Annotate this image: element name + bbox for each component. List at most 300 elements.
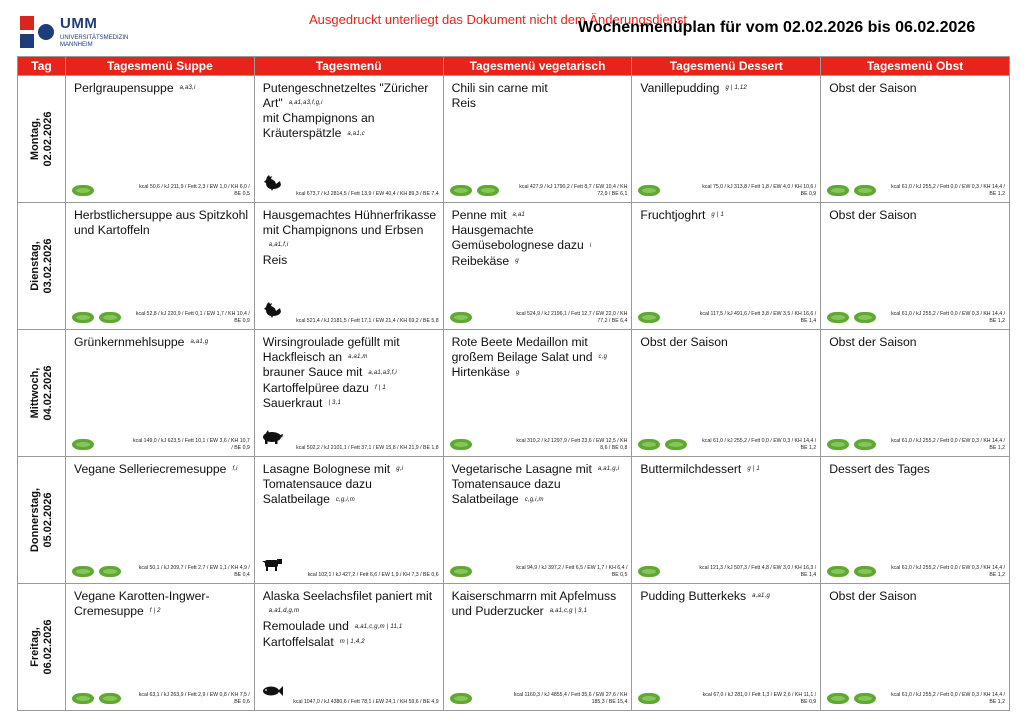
weekday-label: Montag, — [28, 117, 41, 161]
table-row — [18, 584, 1010, 711]
dish-line — [640, 462, 814, 477]
allergen-codes: g | 1 — [747, 466, 760, 473]
allergen-codes: c,g,i,m — [524, 496, 544, 503]
dish-text: Kaiserschmarrn mit Apfelmuss — [451, 589, 617, 603]
veggie-leaf-icon — [827, 439, 849, 450]
diet-badges — [827, 312, 876, 323]
dish-text: Hausgemachte — [451, 223, 534, 238]
cow-icon — [261, 556, 283, 577]
diet-badges — [450, 439, 472, 450]
diet-badges — [638, 439, 687, 450]
dish-text: Buttermilchdessert — [640, 462, 742, 476]
dish-text: Obst der Saison — [640, 335, 728, 349]
dish-line — [640, 589, 814, 604]
veggie-leaf-icon — [854, 566, 876, 577]
dish-line — [829, 81, 1003, 96]
dish-line — [74, 462, 248, 477]
dish-text: Fruchtjoghrt — [640, 208, 706, 222]
menu-cell-soup — [66, 203, 255, 330]
diet-badges — [450, 185, 499, 196]
column-header-fruit: Tagesmenü Obst — [821, 57, 1010, 76]
allergen-codes: g | 1 — [711, 212, 724, 219]
nutrition-info: kcal 61,0 / kJ 255,2 / Fett 0,0 / EW 0,3 / KH 14,4 / BE 1,2 — [891, 438, 1005, 451]
dish-line — [640, 208, 814, 223]
veggie-leaf-icon — [99, 312, 121, 323]
dish-description — [829, 208, 1003, 223]
logo-name: UMM — [60, 15, 98, 32]
day-cell — [18, 457, 66, 584]
dish-description — [829, 462, 1003, 477]
dish-text: Obst der Saison — [829, 589, 917, 603]
allergen-codes: a,a1 — [512, 212, 525, 219]
dish-line — [452, 589, 626, 604]
allergen-codes: a,a1,c — [347, 130, 365, 137]
nutrition-info: kcal 61,0 / kJ 255,2 / Fett 0,0 / EW 0,3 / KH 14,4 / BE 1,2 — [702, 438, 817, 451]
dish-line — [74, 223, 248, 238]
table-row — [18, 330, 1010, 457]
menu-cell-soup — [66, 584, 255, 711]
dish-line — [74, 335, 248, 350]
veggie-leaf-icon — [854, 312, 876, 323]
day-label — [29, 238, 55, 293]
dish-description — [74, 589, 248, 619]
menu-cell-vegetarian — [443, 76, 632, 203]
dish-description — [74, 462, 248, 477]
dish-description — [263, 462, 437, 508]
dish-description — [640, 462, 814, 477]
pig-icon — [261, 429, 283, 450]
veggie-leaf-icon — [638, 566, 660, 577]
dish-text: Hackfleisch an — [262, 350, 343, 364]
veggie-leaf-icon — [827, 185, 849, 196]
allergen-codes: a,a1,d,g,m — [268, 608, 300, 615]
day-cell — [18, 584, 66, 711]
menu-cell-vegetarian — [443, 457, 632, 584]
dish-line — [263, 350, 437, 365]
column-header-main: Tagesmenü — [254, 57, 443, 76]
allergen-codes: c,g — [598, 354, 608, 361]
veggie-leaf-icon — [854, 693, 876, 704]
column-header-day: Tag — [18, 57, 66, 76]
dish-line — [263, 365, 437, 380]
veggie-leaf-icon — [827, 693, 849, 704]
dish-description — [263, 81, 437, 142]
umm-logo-mark-icon — [20, 14, 54, 48]
allergen-codes: a,a3,i — [179, 85, 196, 92]
day-label — [29, 111, 55, 166]
allergen-codes: a,a1,g — [190, 339, 209, 346]
diet-badges — [450, 312, 472, 323]
date-label: 02.02.2026 — [41, 111, 54, 167]
table-row — [18, 457, 1010, 584]
nutrition-info: kcal 1160,3 / kJ 4855,4 / Fett 35,6 / EW 27,6 / KH 185,3 / BE 15,4 — [513, 692, 628, 705]
dish-description — [452, 81, 626, 111]
dish-line — [263, 589, 437, 604]
dish-line — [263, 96, 437, 111]
allergen-codes: a,a1,f,i — [268, 242, 289, 249]
logo-subtitle-line-1: UNIVERSITÄTSMEDIZIN — [60, 35, 129, 41]
dish-description — [829, 335, 1003, 350]
fish-icon — [261, 683, 283, 704]
dish-text: Tomatensauce dazu — [451, 477, 561, 492]
dish-text: und Puderzucker — [451, 604, 544, 618]
dish-line — [263, 604, 437, 619]
veggie-leaf-icon — [638, 312, 660, 323]
dish-line — [263, 381, 437, 396]
dish-line — [263, 396, 437, 411]
rooster-icon — [261, 175, 283, 196]
allergen-codes: g,i — [396, 466, 404, 473]
allergen-codes: g | 1,12 — [725, 85, 747, 92]
veggie-leaf-icon — [72, 185, 94, 196]
dish-text: Alaska Seelachsfilet paniert mit — [262, 589, 433, 603]
allergen-codes: a,a1,m — [348, 354, 368, 361]
dish-line — [640, 81, 814, 96]
veggie-leaf-icon — [638, 693, 660, 704]
dish-line — [263, 635, 437, 650]
dish-line — [263, 238, 437, 253]
menu-cell-fruit — [821, 203, 1010, 330]
menu-cell-main — [254, 584, 443, 711]
nutrition-info: kcal 673,7 / kJ 2814,5 / Fett 13,9 / EW 40,4 / KH 89,3 / BE 7,4 — [296, 190, 439, 197]
dish-line — [263, 335, 437, 350]
dish-text: Hirtenkäse — [451, 365, 510, 380]
veggie-leaf-icon — [638, 185, 660, 196]
menu-cell-soup — [66, 330, 255, 457]
day-cell — [18, 76, 66, 203]
dish-line — [263, 492, 437, 507]
dish-line — [829, 208, 1003, 223]
veggie-leaf-icon — [665, 439, 687, 450]
diet-badges — [827, 693, 876, 704]
veggie-leaf-icon — [638, 439, 660, 450]
dish-text: und Kartoffeln — [74, 223, 150, 237]
dish-description — [74, 81, 248, 96]
column-header-dessert: Tagesmenü Dessert — [632, 57, 821, 76]
rooster-icon — [261, 302, 283, 323]
dish-description — [263, 208, 437, 268]
nutrition-info: kcal 94,9 / kJ 397,2 / Fett 6,5 / EW 1,7 / KH 6,4 / BE 0,5 — [516, 565, 628, 578]
dish-line — [452, 477, 626, 492]
date-label: 06.02.2026 — [41, 619, 54, 675]
dish-text: Vegane Karotten-Ingwer- — [74, 589, 210, 603]
dish-text: Chili sin carne mit — [451, 81, 548, 95]
logo-subtitle-line-2: MANNHEIM — [60, 42, 93, 48]
veggie-leaf-icon — [72, 566, 94, 577]
dish-text: Gemüsebolognese dazu — [451, 238, 584, 253]
dish-line — [452, 492, 626, 507]
veggie-leaf-icon — [450, 439, 472, 450]
dish-text: Putengeschnetzeltes "Züricher — [262, 81, 429, 95]
nutrition-info: kcal 52,8 / kJ 220,9 / Fett 0,1 / EW 1,7 / KH 10,4 / BE 0,9 — [135, 311, 250, 324]
dish-line — [74, 81, 248, 96]
allergen-codes: a,a1,g — [752, 593, 770, 600]
nutrition-info: kcal 524,9 / kJ 2196,1 / Fett 12,7 / EW 22,0 / KH 77,2 / BE 6,4 — [516, 311, 628, 324]
menu-cell-fruit — [821, 457, 1010, 584]
dish-description — [452, 208, 626, 269]
dish-description — [74, 208, 248, 238]
nutrition-info: kcal 50,1 / kJ 209,7 / Fett 2,7 / EW 1,1 / KH 4,9 / BE 0,4 — [138, 565, 250, 578]
dish-line — [452, 208, 626, 223]
allergen-codes: f,i — [232, 466, 238, 473]
dish-text: Wirsingroulade gefüllt mit — [262, 335, 400, 349]
day-label — [29, 488, 55, 552]
veggie-leaf-icon — [99, 693, 121, 704]
veggie-leaf-icon — [450, 185, 472, 196]
dish-text: Reis — [451, 96, 476, 110]
page-header — [0, 0, 1024, 56]
dish-line — [263, 477, 437, 492]
diet-badges — [72, 566, 121, 577]
diet-badges — [827, 185, 876, 196]
dish-line — [829, 589, 1003, 604]
dish-line — [74, 589, 248, 604]
allergen-codes: | 3,1 — [328, 400, 341, 407]
veggie-leaf-icon — [72, 439, 94, 450]
diet-badges — [72, 439, 94, 450]
diet-badges — [450, 693, 472, 704]
logo-subtitle — [60, 35, 150, 49]
menu-cell-main — [254, 203, 443, 330]
dish-text: Hausgemachtes Hühnerfrikasse — [262, 208, 437, 222]
column-header-soup: Tagesmenü Suppe — [66, 57, 255, 76]
nutrition-info: kcal 102,1 / kJ 427,2 / Fett 6,6 / EW 1,9 / KH 7,3 / BE 0,6 — [307, 571, 439, 578]
dish-description — [640, 81, 814, 96]
nutrition-info: kcal 63,1 / kJ 263,9 / Fett 2,9 / EW 0,8 / KH 7,5 / BE 0,6 — [138, 692, 250, 705]
nutrition-info: kcal 117,5 / kJ 491,6 / Fett 3,8 / EW 3,5 / KH 16,6 / BE 1,4 — [699, 311, 817, 324]
dish-text: Dessert des Tages — [829, 462, 930, 476]
allergen-codes: a,a1,c,g | 3,1 — [549, 608, 588, 615]
nutrition-info: kcal 61,0 / kJ 255,2 / Fett 0,0 / EW 0,3 / KH 14,4 / BE 1,2 — [891, 692, 1005, 705]
dish-text: Obst der Saison — [829, 335, 917, 349]
dish-text: Kartoffelsalat — [262, 634, 334, 649]
menu-cell-dessert — [632, 76, 821, 203]
document-notice: Ausgedruckt unterliegt das Dokument nicht dem Änderungsdienst — [309, 12, 687, 27]
menu-cell-main — [254, 457, 443, 584]
diet-badges — [72, 185, 94, 196]
veggie-leaf-icon — [72, 693, 94, 704]
menu-cell-vegetarian — [443, 203, 632, 330]
dish-description — [74, 335, 248, 350]
veggie-leaf-icon — [72, 312, 94, 323]
dish-description — [829, 81, 1003, 96]
nutrition-info: kcal 149,0 / kJ 623,5 / Fett 10,1 / EW 3,6 / KH 10,7 / BE 0,9 — [133, 438, 250, 451]
dish-text: Grünkernmehlsuppe — [74, 335, 185, 349]
nutrition-info: kcal 67,0 / kJ 281,0 / Fett 1,3 / EW 2,6 / KH 11,1 / BE 0,9 — [702, 692, 817, 705]
menu-cell-vegetarian — [443, 584, 632, 711]
diet-badges — [638, 185, 660, 196]
dish-line — [452, 365, 626, 380]
allergen-codes: g — [515, 257, 519, 264]
dish-description — [640, 208, 814, 223]
dish-text: mit Champignons und Erbsen — [262, 223, 424, 237]
dish-line — [263, 223, 437, 238]
allergen-codes: g — [515, 369, 520, 376]
dish-line — [263, 81, 437, 96]
allergen-codes: f | 1 — [374, 384, 386, 391]
dish-text: Salatbeilage — [262, 492, 330, 507]
weekday-label: Donnerstag, — [28, 487, 41, 553]
allergen-codes: a,a1,c,g,m | 11,1 — [354, 623, 403, 630]
diet-badges — [72, 312, 121, 323]
veggie-leaf-icon — [854, 439, 876, 450]
menu-cell-dessert — [632, 584, 821, 711]
nutrition-info: kcal 61,0 / kJ 255,2 / Fett 0,0 / EW 0,3 / KH 14,4 / BE 1,2 — [891, 184, 1005, 197]
dish-text: Reibekäse — [451, 253, 510, 268]
allergen-codes: f | 2 — [149, 608, 161, 615]
nutrition-info: kcal 61,0 / kJ 255,2 / Fett 0,0 / EW 0,3 / KH 14,4 / BE 1,2 — [891, 311, 1005, 324]
veggie-leaf-icon — [450, 693, 472, 704]
menu-cell-main — [254, 330, 443, 457]
date-label: 03.02.2026 — [41, 238, 54, 294]
allergen-codes: a,a1,a3,f,g,i — [288, 100, 323, 107]
dish-text: Obst der Saison — [829, 208, 917, 222]
dish-line — [74, 604, 248, 619]
dish-line — [452, 604, 626, 619]
dish-text: Kartoffelpüree dazu — [262, 380, 369, 395]
date-label: 04.02.2026 — [41, 365, 54, 421]
table-row — [18, 203, 1010, 330]
dish-description — [452, 335, 626, 381]
dish-text: mit Champignons an — [262, 111, 375, 126]
menu-cell-soup — [66, 457, 255, 584]
dish-line — [640, 335, 814, 350]
menu-cell-fruit — [821, 584, 1010, 711]
diet-badges — [638, 693, 660, 704]
menu-cell-fruit — [821, 330, 1010, 457]
dish-text: Tomatensauce dazu — [262, 477, 372, 492]
day-label — [29, 619, 55, 674]
dish-text: Vegetarische Lasagne mit — [451, 462, 592, 476]
dish-description — [452, 462, 626, 508]
dish-text: Rote Beete Medaillon mit — [451, 335, 588, 349]
dish-text: Pudding Butterkeks — [640, 589, 747, 603]
dish-text: großem Beilage Salat und — [451, 350, 593, 364]
weekday-label: Mittwoch, — [28, 367, 41, 419]
nutrition-info: kcal 502,2 / kJ 2101,1 / Fett 37,1 / EW 15,8 / KH 21,9 / BE 1,8 — [296, 444, 439, 451]
dish-line — [829, 462, 1003, 477]
dish-text: Herbstlichersuppe aus Spitzkohl — [74, 208, 249, 222]
veggie-leaf-icon — [827, 312, 849, 323]
dish-line — [263, 253, 437, 268]
nutrition-info: kcal 61,0 / kJ 255,2 / Fett 0,0 / EW 0,3 / KH 14,4 / BE 1,2 — [891, 565, 1005, 578]
veggie-leaf-icon — [477, 185, 499, 196]
dish-line — [263, 462, 437, 477]
table-row — [18, 76, 1010, 203]
dish-text: Sauerkraut — [262, 395, 323, 410]
dish-line — [74, 208, 248, 223]
dish-description — [640, 335, 814, 350]
diet-badges — [827, 566, 876, 577]
dish-text: Reis — [262, 253, 288, 268]
dish-line — [452, 350, 626, 365]
nutrition-info: kcal 310,2 / kJ 1297,9 / Fett 23,6 / EW 12,5 / KH 8,6 / BE 0,8 — [516, 438, 628, 451]
page-title: Wochenmenüplan für vom 02.02.2026 bis 06.02.2026 — [578, 19, 976, 36]
menu-cell-vegetarian — [443, 330, 632, 457]
allergen-codes: a,a1,a3,f,i — [368, 369, 397, 376]
day-cell — [18, 203, 66, 330]
veggie-leaf-icon — [99, 566, 121, 577]
nutrition-info: kcal 521,4 / kJ 2181,5 / Fett 17,1 / EW 21,4 / KH 69,2 / BE 5,8 — [296, 317, 439, 324]
nutrition-info: kcal 1047,0 / kJ 4380,6 / Fett 78,1 / EW 24,1 / KH 59,6 / BE 4,9 — [293, 698, 439, 705]
diet-badges — [638, 566, 660, 577]
allergen-codes: i — [589, 242, 592, 249]
menu-cell-dessert — [632, 457, 821, 584]
dish-line — [263, 126, 437, 141]
allergen-codes: a,a1,g,i — [597, 466, 620, 473]
dish-description — [263, 335, 437, 411]
diet-badges — [827, 439, 876, 450]
dish-description — [452, 589, 626, 619]
veggie-leaf-icon — [827, 566, 849, 577]
dish-line — [452, 223, 626, 238]
day-label — [29, 365, 55, 420]
dish-line — [452, 254, 626, 269]
dish-text: Cremesuppe — [74, 604, 144, 618]
veggie-leaf-icon — [450, 566, 472, 577]
dish-line — [452, 81, 626, 96]
weekday-label: Dienstag, — [28, 241, 41, 291]
dish-line — [452, 96, 626, 111]
dish-description — [640, 589, 814, 604]
dish-line — [829, 335, 1003, 350]
veggie-leaf-icon — [450, 312, 472, 323]
dish-text: Remoulade und — [262, 619, 349, 634]
nutrition-info: kcal 75,0 / kJ 313,8 / Fett 1,8 / EW 4,0 / KH 10,6 / BE 0,9 — [702, 184, 817, 197]
dish-text: Vegane Selleriecremesuppe — [74, 462, 227, 476]
nutrition-info: kcal 427,9 / kJ 1790,2 / Fett 8,7 / EW 10,4 / KH 72,9 / BE 6,1 — [519, 184, 628, 197]
dish-description — [829, 589, 1003, 604]
dish-text: Vanillepudding — [640, 81, 720, 95]
nutrition-info: kcal 50,6 / kJ 211,9 / Fett 2,3 / EW 1,0 / KH 6,0 / BE 0,5 — [139, 184, 250, 197]
menu-cell-dessert — [632, 203, 821, 330]
dish-text: Perlgraupensuppe — [74, 81, 174, 95]
dish-line — [452, 238, 626, 253]
dish-text: Salatbeilage — [451, 492, 519, 507]
menu-cell-fruit — [821, 76, 1010, 203]
dish-line — [452, 462, 626, 477]
umm-logo — [20, 14, 140, 54]
dish-line — [452, 335, 626, 350]
column-header-vegetarian: Tagesmenü vegetarisch — [443, 57, 632, 76]
diet-badges — [450, 566, 472, 577]
weekday-label: Freitag, — [28, 627, 41, 667]
veggie-leaf-icon — [854, 185, 876, 196]
dish-line — [263, 208, 437, 223]
menu-cell-soup — [66, 76, 255, 203]
dish-text: Kräuterspätzle — [262, 126, 342, 141]
dish-line — [263, 111, 437, 126]
day-cell — [18, 330, 66, 457]
dish-text: Lasagne Bolognese mit — [262, 462, 391, 476]
date-label: 05.02.2026 — [41, 492, 54, 548]
dish-line — [263, 619, 437, 634]
diet-badges — [72, 693, 121, 704]
dish-description — [263, 589, 437, 650]
diet-badges — [638, 312, 660, 323]
menu-cell-main — [254, 76, 443, 203]
allergen-codes: m | 1,4,2 — [339, 638, 365, 645]
nutrition-info: kcal 121,3 / kJ 507,3 / Fett 4,8 / EW 3,0 / KH 16,3 / BE 1,4 — [699, 565, 817, 578]
table-header-row — [18, 57, 1010, 76]
dish-text: brauner Sauce mit — [262, 365, 363, 380]
dish-text: Penne mit — [451, 208, 507, 222]
menu-table — [17, 56, 1010, 711]
dish-text: Obst der Saison — [829, 81, 917, 95]
dish-text: Art" — [262, 96, 283, 110]
menu-cell-dessert — [632, 330, 821, 457]
allergen-codes: c,g,i,m — [335, 496, 355, 503]
